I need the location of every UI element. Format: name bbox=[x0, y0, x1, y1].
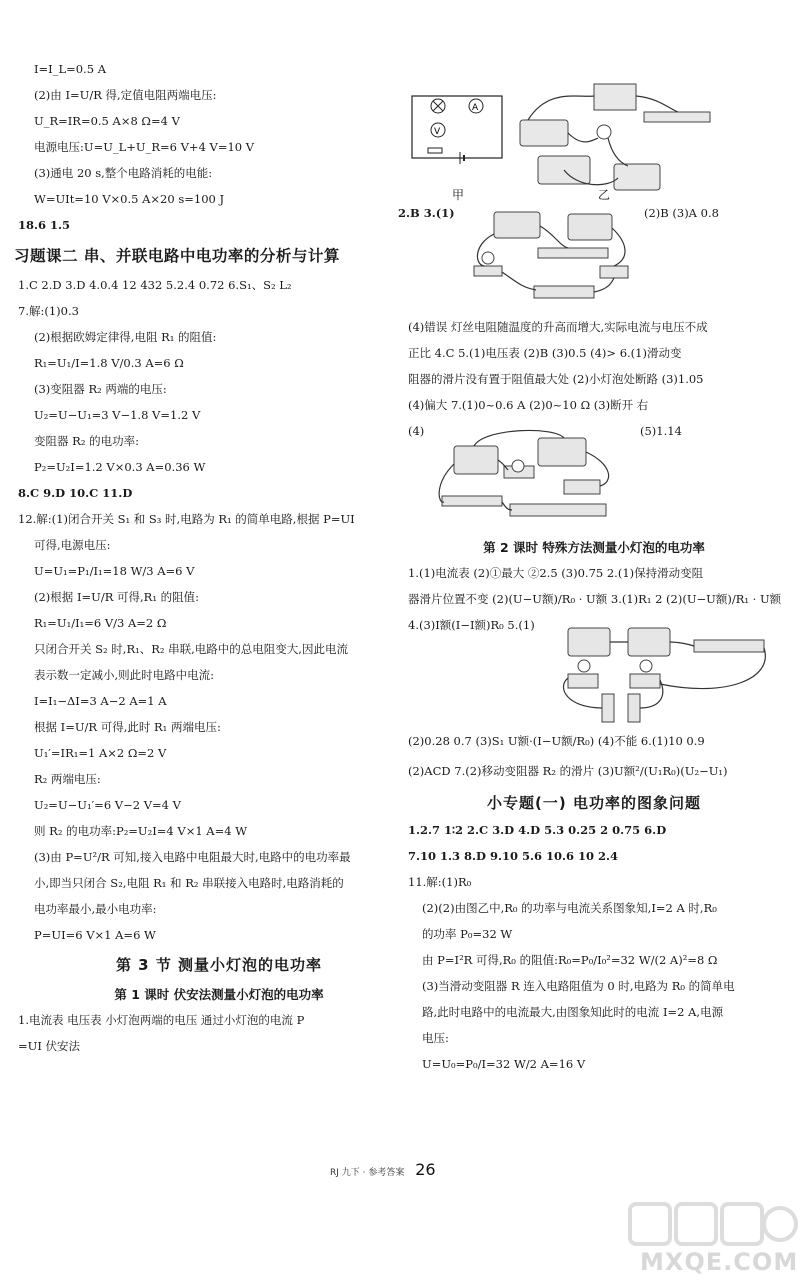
answer-line: 1.(1)电流表 (2)①最大 ②2.5 (3)0.75 2.(1)保持滑动变阻 bbox=[408, 566, 704, 580]
text-line: 阻器的滑片没有置于阻值最大处 (2)小灯泡处断路 (3)1.05 bbox=[408, 372, 704, 386]
answer-line: 1.电流表 电压表 小灯泡两端的电压 通过小灯泡的电流 P bbox=[18, 1013, 305, 1027]
section-heading: 习题课二 串、并联电路中电功率的分析与计算 bbox=[14, 247, 340, 265]
text-line: 小,即当只闭合 S₂,电阻 R₁ 和 R₂ 串联接入电路时,电路消耗的 bbox=[34, 876, 344, 890]
left-column bbox=[14, 62, 404, 1065]
figure-label: 乙 bbox=[598, 188, 611, 202]
answer-line: 8.C 9.D 10.C 11.D bbox=[18, 486, 133, 500]
text-line: 可得,电源电压: bbox=[34, 538, 111, 552]
text-line: 电功率最小,最小电功率: bbox=[34, 902, 157, 916]
answer-line: 1.C 2.D 3.D 4.0.4 12 432 5.2.4 0.72 6.S₁、S₂ L₂ bbox=[18, 278, 292, 292]
formula-line: U=U₀=P₀/I=32 W/2 A=16 V bbox=[422, 1057, 586, 1071]
answer-line: (2)0.28 0.7 (3)S₁ U额·(I−U额/R₀) (4)不能 6.(1)10 0.9 bbox=[408, 734, 705, 748]
text-line: (3)由 P=U²/R 可知,接入电路中电阻最大时,电路中的电功率最 bbox=[34, 850, 351, 864]
circuit-figure bbox=[408, 78, 780, 202]
text-line: R₂ 两端电压: bbox=[34, 772, 101, 786]
text-line: 根据 I=U/R 可得,此时 R₁ 两端电压: bbox=[34, 720, 221, 734]
text-line: (4)偏大 7.(1)0~0.6 A (2)0~10 Ω (3)断开 右 bbox=[408, 398, 649, 412]
text-line: (4)错误 灯丝电阻随温度的升高而增大,实际电流与电压不成 bbox=[408, 320, 708, 334]
answer-line: (4) bbox=[408, 424, 425, 438]
text-line: (2)根据 I=U/R 可得,R₁ 的阻值: bbox=[34, 590, 199, 604]
answer-line: 11.解:(1)R₀ bbox=[408, 875, 472, 889]
text-line: I=I_L=0.5 A bbox=[34, 62, 106, 76]
text-line: (3)变阻器 R₂ 两端的电压: bbox=[34, 382, 167, 396]
answer-line: 器滑片位置不变 (2)(U−U额)/R₀ · U额 3.(1)R₁ 2 (2)(U−U额)/R₁ · U额 bbox=[408, 592, 782, 606]
text-line: (2)由 I=U/R 得,定值电阻两端电压: bbox=[34, 88, 217, 102]
answer-line: 1.2.7 1∶2 2.C 3.D 4.D 5.3 0.25 2 0.75 6.D bbox=[408, 823, 667, 837]
q3-figure-row bbox=[398, 204, 780, 304]
q7-figure-row bbox=[408, 424, 780, 522]
q5-figure-row bbox=[408, 618, 780, 724]
circuit-diagram bbox=[548, 618, 778, 724]
text-line: 路,此时电路中的电流最大,由图象知此时的电流 I=2 A,电源 bbox=[422, 1005, 724, 1019]
text-line: (3)通电 20 s,整个电路消耗的电能: bbox=[34, 166, 213, 180]
section-heading: 小专题(一) 电功率的图象问题 bbox=[487, 794, 701, 812]
formula-line: R₁=U₁/I₁=6 V/3 A=2 Ω bbox=[34, 616, 167, 630]
formula-line: U₂=U−U₁=3 V−1.8 V=1.2 V bbox=[34, 408, 201, 422]
formula-line: U₁′=IR₁=1 A×2 Ω=2 V bbox=[34, 746, 167, 760]
page-number: 26 bbox=[415, 1160, 436, 1179]
text-line: 的功率 P₀=32 W bbox=[422, 927, 513, 941]
svg-text:A: A bbox=[472, 103, 479, 113]
figure-label: 甲 bbox=[452, 188, 465, 202]
formula-line: 由 P=I²R 可得,R₀ 的阻值:R₀=P₀/I₀²=32 W/(2 A)²=8 Ω bbox=[422, 953, 718, 967]
formula-line: U=U₁=P₁/I₁=18 W/3 A=6 V bbox=[34, 564, 195, 578]
formula-line: R₁=U₁/I=1.8 V/0.3 A=6 Ω bbox=[34, 356, 184, 370]
text-line: U_R=IR=0.5 A×8 Ω=4 V bbox=[34, 114, 180, 128]
text-line: 正比 4.C 5.(1)电压表 (2)B (3)0.5 (4)> 6.(1)滑动变 bbox=[408, 346, 682, 360]
footer-label: RJ 九下 · 参考答案 bbox=[330, 1168, 405, 1178]
answer-line: (2)B (3)A 0.8 bbox=[644, 206, 719, 220]
text-line: 只闭合开关 S₂ 时,R₁、R₂ 串联,电路中的总电阻变大,因此电流 bbox=[34, 642, 348, 656]
formula-line: U₂=U−U₁′=6 V−2 V=4 V bbox=[34, 798, 181, 812]
svg-text:V: V bbox=[434, 127, 441, 137]
formula-line: P₂=U₂I=1.2 V×0.3 A=0.36 W bbox=[34, 460, 206, 474]
text-line: W=UIt=10 V×0.5 A×20 s=100 J bbox=[34, 192, 225, 206]
page-footer bbox=[330, 1160, 436, 1179]
section-heading: 第 3 节 测量小灯泡的电功率 bbox=[115, 956, 323, 974]
answer-line: 18.6 1.5 bbox=[18, 218, 71, 232]
answer-line: 2.B 3.(1) bbox=[398, 206, 455, 220]
answer-line: 12.解:(1)闭合开关 S₁ 和 S₃ 时,电路为 R₁ 的简单电路,根据 P=UI bbox=[18, 512, 355, 526]
text-line: 电源电压:U=U_L+U_R=6 V+4 V=10 V bbox=[34, 140, 255, 154]
watermark-text: MXQE.COM bbox=[640, 1248, 799, 1276]
formula-line: I=I₁−ΔI=3 A−2 A=1 A bbox=[34, 694, 167, 708]
text-line: (2)(2)由图乙中,R₀ 的功率与电流关系图象知,I=2 A 时,R₀ bbox=[422, 901, 717, 915]
formula-line: P=UI=6 V×1 A=6 W bbox=[34, 928, 156, 942]
text-line: 表示数一定减小,则此时电路中电流: bbox=[34, 668, 215, 682]
text-line: 则 R₂ 的电功率:P₂=U₂I=4 V×1 A=4 W bbox=[34, 824, 248, 838]
right-column bbox=[398, 78, 782, 1083]
answer-line: 4.(3)I额(I−I额)R₀ 5.(1) bbox=[408, 618, 535, 632]
lesson-heading: 第 2 课时 特殊方法测量小灯泡的电功率 bbox=[483, 540, 705, 555]
text-line: (2)根据欧姆定律得,电阻 R₁ 的阻值: bbox=[34, 330, 217, 344]
text-line: 变阻器 R₂ 的电功率: bbox=[34, 434, 139, 448]
circuit-diagram bbox=[408, 78, 780, 196]
answer-line: 7.10 1.3 8.D 9.10 5.6 10.6 10 2.4 bbox=[408, 849, 619, 863]
answer-line: (2)ACD 7.(2)移动变阻器 R₂ 的滑片 (3)U额²/(U₁R₀)(U₂−U₁) bbox=[408, 764, 728, 778]
circuit-diagram bbox=[464, 204, 644, 304]
text-line: (3)当滑动变阻器 R 连入电路阻值为 0 时,电路为 R₀ 的简单电 bbox=[422, 979, 735, 993]
text-line: 电压: bbox=[422, 1031, 449, 1045]
answer-line: 7.解:(1)0.3 bbox=[18, 304, 79, 318]
answer-line: (5)1.14 bbox=[640, 424, 682, 438]
answer-line: =UI 伏安法 bbox=[18, 1039, 81, 1053]
circuit-diagram bbox=[434, 424, 634, 522]
lesson-heading: 第 1 课时 伏安法测量小灯泡的电功率 bbox=[114, 987, 324, 1002]
